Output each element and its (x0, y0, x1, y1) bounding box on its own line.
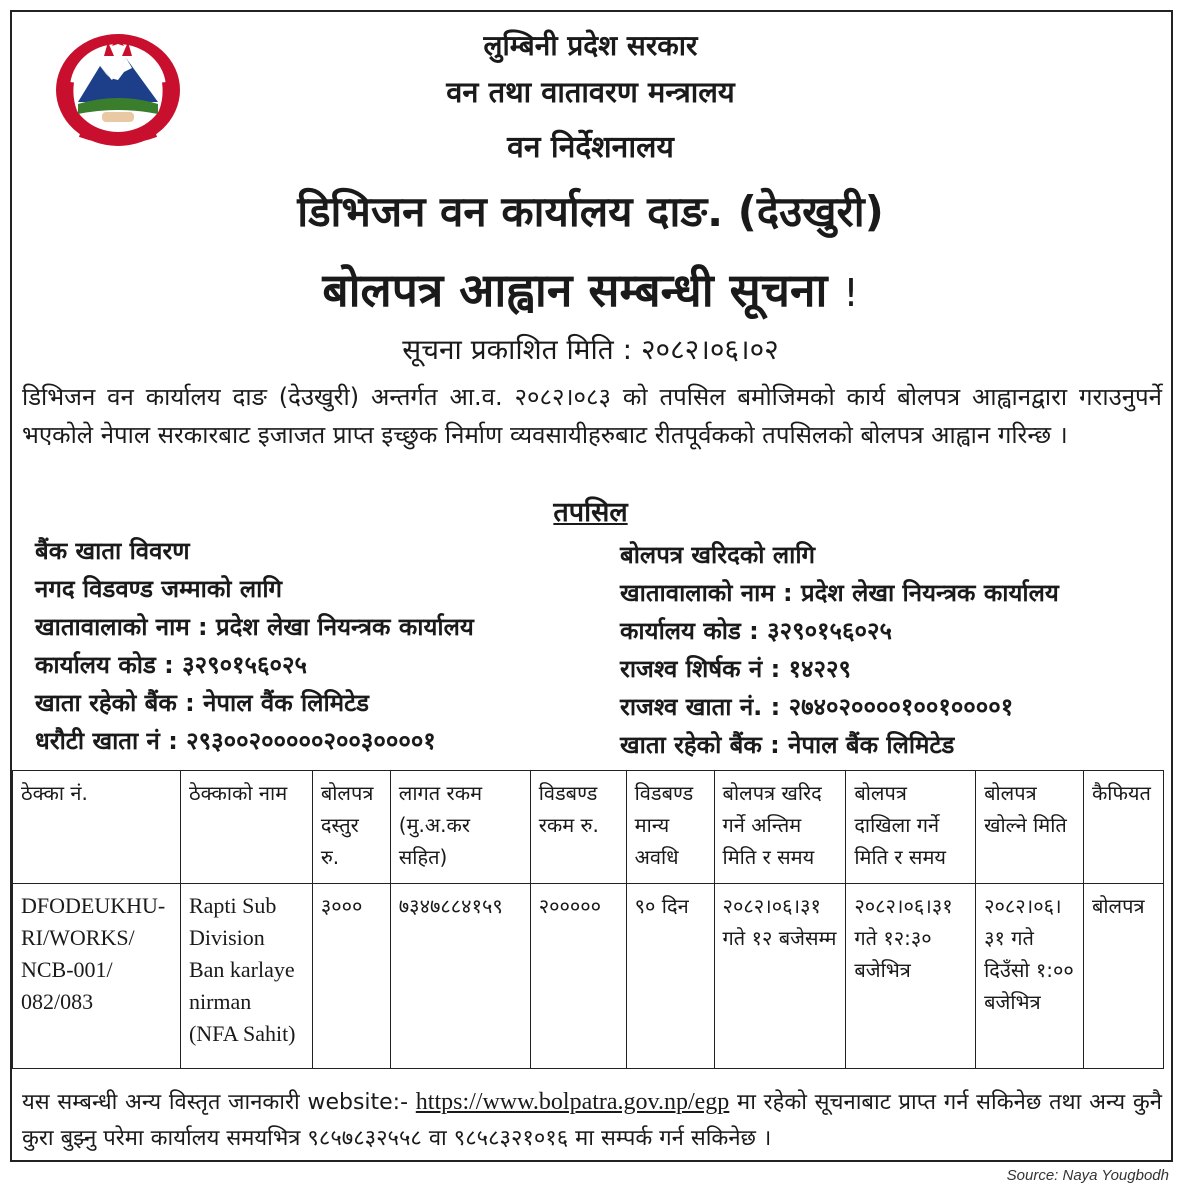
province-government: लुम्बिनी प्रदेश सरकार (483, 29, 698, 62)
bank-details-deposit (35, 532, 595, 760)
bid-fee: ३००० (312, 884, 390, 1069)
bank-heading: बैंक खाता विवरण (35, 537, 190, 565)
col-header: विडबण्ड रकम रु. (530, 771, 626, 884)
col-header: बोलपत्र दाखिला गर्ने मिति र समय (846, 771, 976, 884)
col-header: ठेक्काको नाम (180, 771, 312, 884)
notice-title (0, 258, 1181, 320)
bank-name: खाता रहेको बैंक : नेपाल बैंक लिमिटेड (620, 731, 955, 759)
ministry-name: वन तथा वातावरण मन्त्रालय (446, 75, 735, 109)
schedule-heading (0, 492, 1181, 529)
bank-name: खाता रहेको बैंक : नेपाल वैंक लिमिटेड (35, 689, 370, 717)
office-code: कार्यालय कोड : ३२९०१५६०२५ (620, 617, 892, 645)
footer-text-start: यस सम्बन्धी अन्य विस्तृत जानकारी website:- (22, 1090, 416, 1115)
col-header: विडबण्ड मान्य अवधि (626, 771, 714, 884)
notice-title-text: बोलपत्र आह्वान सम्बन्धी सूचना (322, 263, 828, 317)
account-holder: खातावालाको नाम : प्रदेश लेखा नियन्त्रक कार्यालय (35, 613, 474, 641)
footer-text-end: मा रहेको सूचनाबाट प्राप्त गर्न सकिनेछ तथा अन्य कुनै कुरा बुझ्नु परेमा कार्यालय समयभित्र ९८५७८३२५५८ वा ९८५८३२१०१६ मा सम्पर्क गर्न सकिनेछ । (22, 1090, 1162, 1151)
office-name: डिभिजन वन कार्यालय दाङ. (देउखुरी) (297, 187, 884, 236)
egp-link[interactable]: https://www.bolpatra.gov.np/egp (415, 1089, 730, 1115)
col-header: कैफियत (1083, 771, 1163, 884)
account-holder: खातावालाको नाम : प्रदेश लेखा नियन्त्रक कार्यालय (620, 579, 1059, 607)
table-row (13, 884, 1164, 1069)
revenue-head: राजश्व शिर्षक नं : १४२२९ (620, 655, 851, 683)
remarks: बोलपत्र (1083, 884, 1163, 1069)
col-header: ठेक्का नं. (13, 771, 181, 884)
bid-bond-validity: ९० दिन (626, 884, 714, 1069)
col-header: बोलपत्र खरिद गर्ने अन्तिम मिति र समय (714, 771, 846, 884)
tender-table (12, 770, 1164, 1069)
revenue-account: राजश्व खाता नं. : २७४०२००००१००१००००१ (620, 693, 1014, 721)
submission-deadline: २०८२।०६।३१ गते १२:३० बजेभित्र (846, 884, 976, 1069)
purchase-deadline: २०८२।०६।३१ गते १२ बजेसम्म (714, 884, 846, 1069)
footer-note (22, 1084, 1162, 1157)
directorate-name: वन निर्देशनालय (507, 130, 674, 165)
opening-date: २०८२।०६।३१ गते दिउँसो १:०० बजेभित्र (976, 884, 1084, 1069)
col-header: बोलपत्र खोल्ने मिति (976, 771, 1084, 884)
source-credit: Source: Naya Yougbodh (1006, 1167, 1169, 1184)
contract-number: DFODEUKHU-RI/WORKS/ NCB-001/ 082/083 (13, 884, 181, 1069)
schedule-heading-text: तपसिल (553, 497, 628, 528)
bid-bond-heading: नगद विडवण्ड जम्माको लागि (35, 575, 283, 603)
notice-title-mark: ! (843, 271, 859, 315)
table-header-row (13, 771, 1164, 884)
contract-name: Rapti Sub Division Ban karlaye nirman (NFA Sahit) (180, 884, 312, 1069)
bid-bond-amount: २००००० (530, 884, 626, 1069)
office-code: कार्यालय कोड : ३२९०१५६०२५ (35, 651, 307, 679)
intro-paragraph: डिभिजन वन कार्यालय दाङ (देउखुरी) अन्तर्गत आ.व. २०८२।०८३ को तपसिल बमोजिमको कार्य बोलपत्र आह्वानद्वारा गराउनुपर्ने भएकोले नेपाल सरकारबाट इजाजत प्राप्त इच्छुक निर्माण व्यवसायीहरुबाट रीतपूर्वकको तपसिलको बोलपत्र आह्वान गरिन्छ । (22, 383, 1162, 449)
bank-details-purchase (620, 536, 1165, 764)
purchase-heading: बोलपत्र खरिदको लागि (620, 541, 816, 569)
cost-estimate: ७३४७८८४१५९ (390, 884, 530, 1069)
col-header: बोलपत्र दस्तुर रु. (312, 771, 390, 884)
publish-date: सूचना प्रकाशित मिति : २०८२।०६।०२ (402, 333, 779, 366)
col-header: लागत रकम (मु.अ.कर सहित) (390, 771, 530, 884)
deposit-account: धरौटी खाता नं : २९३००२०००००२००३००००१ (35, 727, 436, 755)
